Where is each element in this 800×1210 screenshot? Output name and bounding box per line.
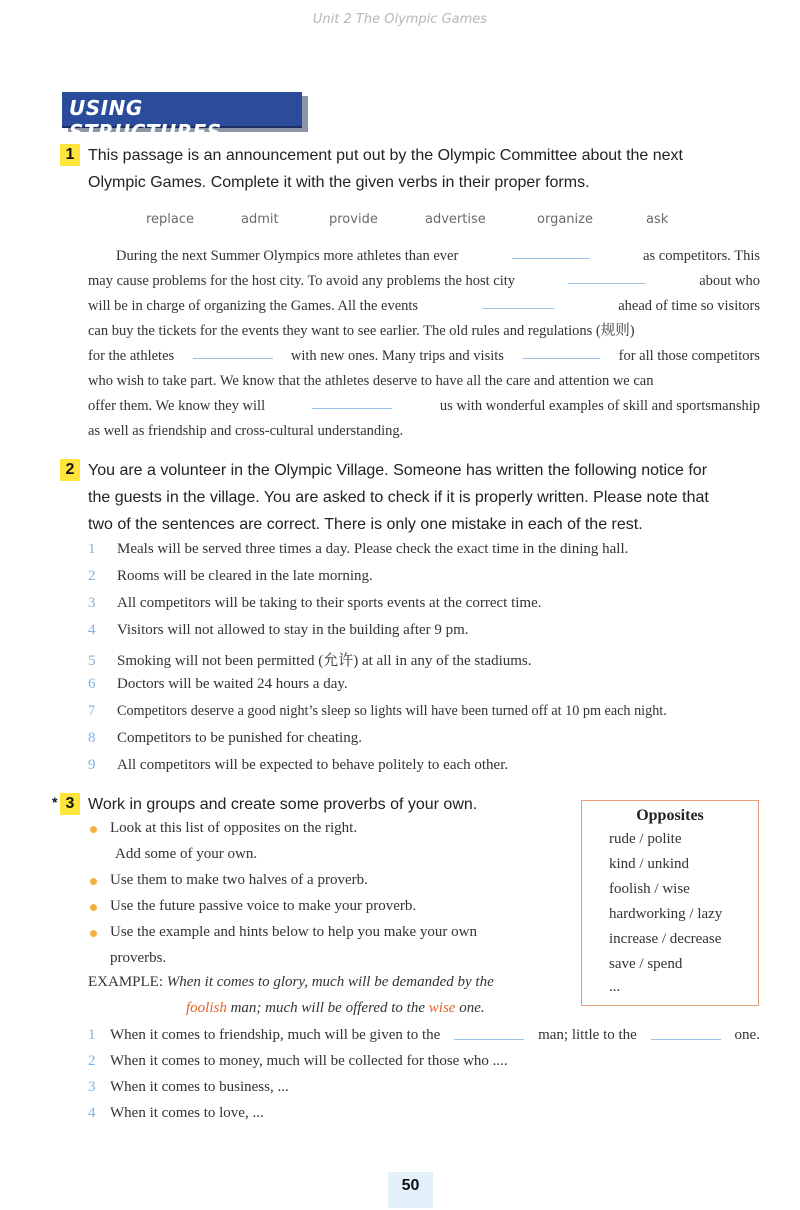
verb-item: ask [646, 212, 669, 227]
answer-blank[interactable] [193, 346, 273, 359]
instruction-bullet: Use the future passive voice to make your proverb. [110, 898, 417, 914]
bullet-dot [90, 878, 97, 885]
answer-blank[interactable] [512, 246, 590, 259]
notice-item: 1 Meals will be served three times a day. Please check the exact time in the dining hall. [88, 541, 629, 557]
hint-item: 4 When it comes to love, ... [88, 1105, 264, 1121]
notice-item: 5 Smoking will not been permitted (允许) at all in any of the stadiums. [88, 653, 532, 669]
verb-item: provide [329, 212, 378, 227]
notice-item: 7 Competitors deserve a good night’s sleep so lights will have been turned off at 10 pm each night. [88, 703, 667, 719]
bullet-dot [90, 904, 97, 911]
verb-item: admit [241, 212, 279, 227]
hint-item: 1 When it comes to friendship, much will be given to the man; little to the one. [88, 1027, 760, 1043]
opposites-title: Opposites [636, 807, 704, 824]
section-title: USING STRUCTURES [69, 96, 222, 144]
opposites-box [581, 800, 759, 1006]
opposite-pair: foolish / wise [609, 881, 690, 897]
hint-item: 3 When it comes to business, ... [88, 1079, 289, 1095]
optional-star: * [52, 794, 58, 810]
instruction-bullet: Use them to make two halves of a proverb. [110, 872, 368, 888]
passage-line: will be in charge of organizing the Games. All the events ahead of time so visitors [88, 298, 760, 314]
task3-instruction-text: Work in groups and create some proverbs of your own. [88, 796, 478, 813]
task2-instruction [65, 457, 778, 538]
passage-line: as well as friendship and cross-cultural understanding. [88, 423, 404, 439]
opposite-pair: hardworking / lazy [609, 906, 723, 922]
answer-blank[interactable] [568, 271, 646, 284]
answer-blank[interactable] [312, 396, 392, 409]
notice-item: 2 Rooms will be cleared in the late morning. [88, 568, 373, 584]
instruction-bullet-cont: proverbs. [110, 950, 167, 966]
answer-blank[interactable] [482, 296, 554, 309]
instruction-bullet-cont: Add some of your own. [115, 846, 258, 862]
verb-item: replace [146, 212, 195, 227]
example-keyword: foolish [186, 1000, 227, 1016]
opposite-pair: save / spend [609, 956, 683, 972]
notice-item: 9 All competitors will be expected to behave politely to each other. [88, 757, 509, 773]
passage-line: for the athletes with new ones. Many trips and visits for all those competitors [88, 348, 760, 364]
task3-instruction [52, 791, 568, 818]
passage-line: offer them. We know they will us with wonderful examples of skill and sportsmanship [88, 398, 760, 414]
example-line1: EXAMPLE: When it comes to glory, much will be demanded by the [88, 974, 494, 990]
task2-instruction-line1: You are a volunteer in the Olympic Village. Someone has written the following notice for [88, 462, 708, 479]
task2-instruction-line2: the guests in the village. You are asked to check if it is properly written. Please note that [88, 489, 709, 506]
example-line2: foolish man; much will be offered to the wise one. [186, 1000, 485, 1016]
running-head: Unit 2 The Olympic Games [312, 12, 488, 27]
task2-number: 2 [60, 459, 80, 481]
opposite-pair: ... [609, 979, 621, 995]
passage-line: During the next Summer Olympics more athletes than ever as competitors. This [116, 248, 760, 264]
task2-instruction-line3: two of the sentences are correct. There is only one mistake in each of the rest. [88, 516, 643, 533]
passage-line: can buy the tickets for the events they want to see earlier. The old rules and regulations (规则) [88, 323, 635, 339]
instruction-bullet: Look at this list of opposites on the right. [110, 820, 358, 836]
bullet-dot [90, 826, 97, 833]
verb-list [0, 212, 800, 232]
hint-item: 2 When it comes to money, much will be collected for those who .... [88, 1053, 508, 1069]
bullet-dot [90, 930, 97, 937]
page-number: 50 [388, 1172, 433, 1208]
task1-instruction-line1: This passage is an announcement put out by the Olympic Committee about the next [88, 147, 683, 164]
notice-item: 4 Visitors will not allowed to stay in the building after 9 pm. [88, 622, 469, 638]
task1-instruction-line2: Olympic Games. Complete it with the given verbs in their proper forms. [88, 174, 590, 191]
opposite-pair: increase / decrease [609, 931, 722, 947]
task1-instruction [65, 142, 778, 196]
task1-number: 1 [60, 144, 80, 166]
verb-item: organize [537, 212, 593, 227]
section-banner [62, 92, 302, 144]
passage-line: may cause problems for the host city. To avoid any problems the host city about who [88, 273, 760, 289]
verb-item: advertise [425, 212, 486, 227]
instruction-bullet: Use the example and hints below to help you make your own [110, 924, 478, 940]
answer-blank[interactable] [454, 1027, 524, 1040]
task3-number: 3 [60, 793, 80, 815]
notice-item: 8 Competitors to be punished for cheating. [88, 730, 362, 746]
opposite-pair: kind / unkind [609, 856, 690, 872]
answer-blank[interactable] [522, 346, 600, 359]
passage-line: who wish to take part. We know that the athletes deserve to have all the care and attention we can [88, 373, 654, 389]
opposite-pair: rude / polite [609, 831, 682, 847]
answer-blank[interactable] [651, 1027, 721, 1040]
notice-item: 6 Doctors will be waited 24 hours a day. [88, 676, 348, 692]
notice-item: 3 All competitors will be taking to their sports events at the correct time. [88, 595, 542, 611]
example-keyword: wise [428, 1000, 456, 1016]
